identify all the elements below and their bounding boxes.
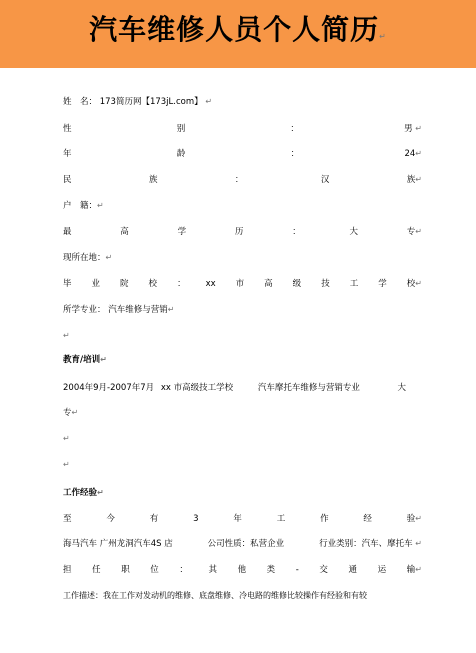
name-row bbox=[63, 95, 422, 109]
school-last: 校↵ bbox=[406, 279, 422, 289]
age-char: 年 bbox=[63, 149, 72, 159]
school-char: ： bbox=[177, 279, 186, 289]
ethnicity-row bbox=[63, 173, 422, 187]
return-mark: ↵ bbox=[379, 32, 387, 41]
school-char: 院 bbox=[120, 279, 129, 289]
education-entry-line2: 专↵ bbox=[63, 408, 79, 418]
residence-label: 现所在地： bbox=[63, 253, 106, 263]
return-mark: ↵ bbox=[205, 97, 213, 106]
edu-char: ： bbox=[292, 227, 301, 237]
edu-char: 高 bbox=[120, 227, 129, 237]
school-char: 高 bbox=[264, 279, 273, 289]
school-char: xx bbox=[205, 279, 216, 289]
hukou-row: 户 籍：↵ bbox=[63, 201, 104, 211]
edu-char: 大 bbox=[349, 227, 358, 237]
major-value: 汽车维修与营销 bbox=[108, 305, 168, 315]
age-char: 龄 bbox=[176, 149, 186, 159]
ethnicity-char: 族 bbox=[148, 175, 158, 185]
hukou-label: 户 籍： bbox=[63, 201, 98, 211]
education-level-row bbox=[63, 225, 422, 239]
edu-char: 最 bbox=[63, 227, 72, 237]
major-label: 所学专业： bbox=[63, 305, 106, 315]
gender-char: 别 bbox=[176, 124, 186, 134]
residence-row: 现所在地：↵ bbox=[63, 253, 113, 263]
school-char: 工 bbox=[349, 279, 359, 289]
school-row bbox=[63, 277, 422, 291]
education-heading: 教育/培训↵ bbox=[63, 355, 107, 365]
gender-value: 男 ↵ bbox=[404, 124, 422, 134]
edu-char: 历 bbox=[234, 227, 244, 237]
school-char: 校 bbox=[148, 279, 158, 289]
ethnicity-char: 汉 bbox=[320, 175, 330, 185]
work-heading: 工作经验↵ bbox=[63, 488, 104, 498]
gender-row bbox=[63, 122, 422, 136]
ethnicity-value: 族↵ bbox=[406, 175, 422, 185]
age-char: ： bbox=[290, 149, 300, 159]
position-row: 担 任 职 位 ： 其 他 类 - 交 通 运 输↵ bbox=[63, 565, 422, 575]
education-entry-line1: 2004年9月-2007年7月 xx 市高级技工学校 汽车摩托车维修与营销专业 大 bbox=[63, 383, 406, 393]
gender-char: ： bbox=[290, 124, 299, 134]
school-char: 技 bbox=[321, 279, 330, 289]
description-row: 工作描述：我在工作对发动机的维修、底盘维修、冷电路的维修比较操作有经验和有较 bbox=[63, 591, 367, 600]
empty-paragraph: ↵ bbox=[63, 434, 70, 443]
empty-paragraph: ↵ bbox=[63, 331, 70, 340]
name-value: 173简历网【173jL.com】 bbox=[99, 97, 203, 107]
name-label: 姓 名： bbox=[63, 97, 98, 107]
school-char: 毕 bbox=[63, 279, 72, 289]
company-row: 海马汽车 广州龙洞汽车4S 店 公司性质：私营企业 行业类别：汽车、摩托车 ↵ bbox=[63, 539, 422, 549]
gender-char: 性 bbox=[63, 124, 72, 134]
age-row bbox=[63, 147, 422, 161]
resume-title: 汽车维修人员个人简历↵ bbox=[89, 13, 387, 46]
edu-value: 专↵ bbox=[406, 227, 422, 237]
school-char: 级 bbox=[292, 279, 302, 289]
title-banner bbox=[0, 0, 476, 68]
age-value: 24↵ bbox=[404, 149, 422, 159]
empty-paragraph: ↵ bbox=[63, 460, 70, 469]
ethnicity-char: 民 bbox=[63, 175, 72, 185]
school-char: 业 bbox=[91, 279, 101, 289]
school-char: 市 bbox=[235, 279, 245, 289]
experience-row: 至 今 有 3 年 工 作 经 验↵ bbox=[63, 514, 422, 524]
ethnicity-char: ： bbox=[234, 175, 244, 185]
school-char: 学 bbox=[378, 279, 387, 289]
major-row: 所学专业： 汽车维修与营销↵ bbox=[63, 305, 175, 315]
edu-char: 学 bbox=[177, 227, 187, 237]
